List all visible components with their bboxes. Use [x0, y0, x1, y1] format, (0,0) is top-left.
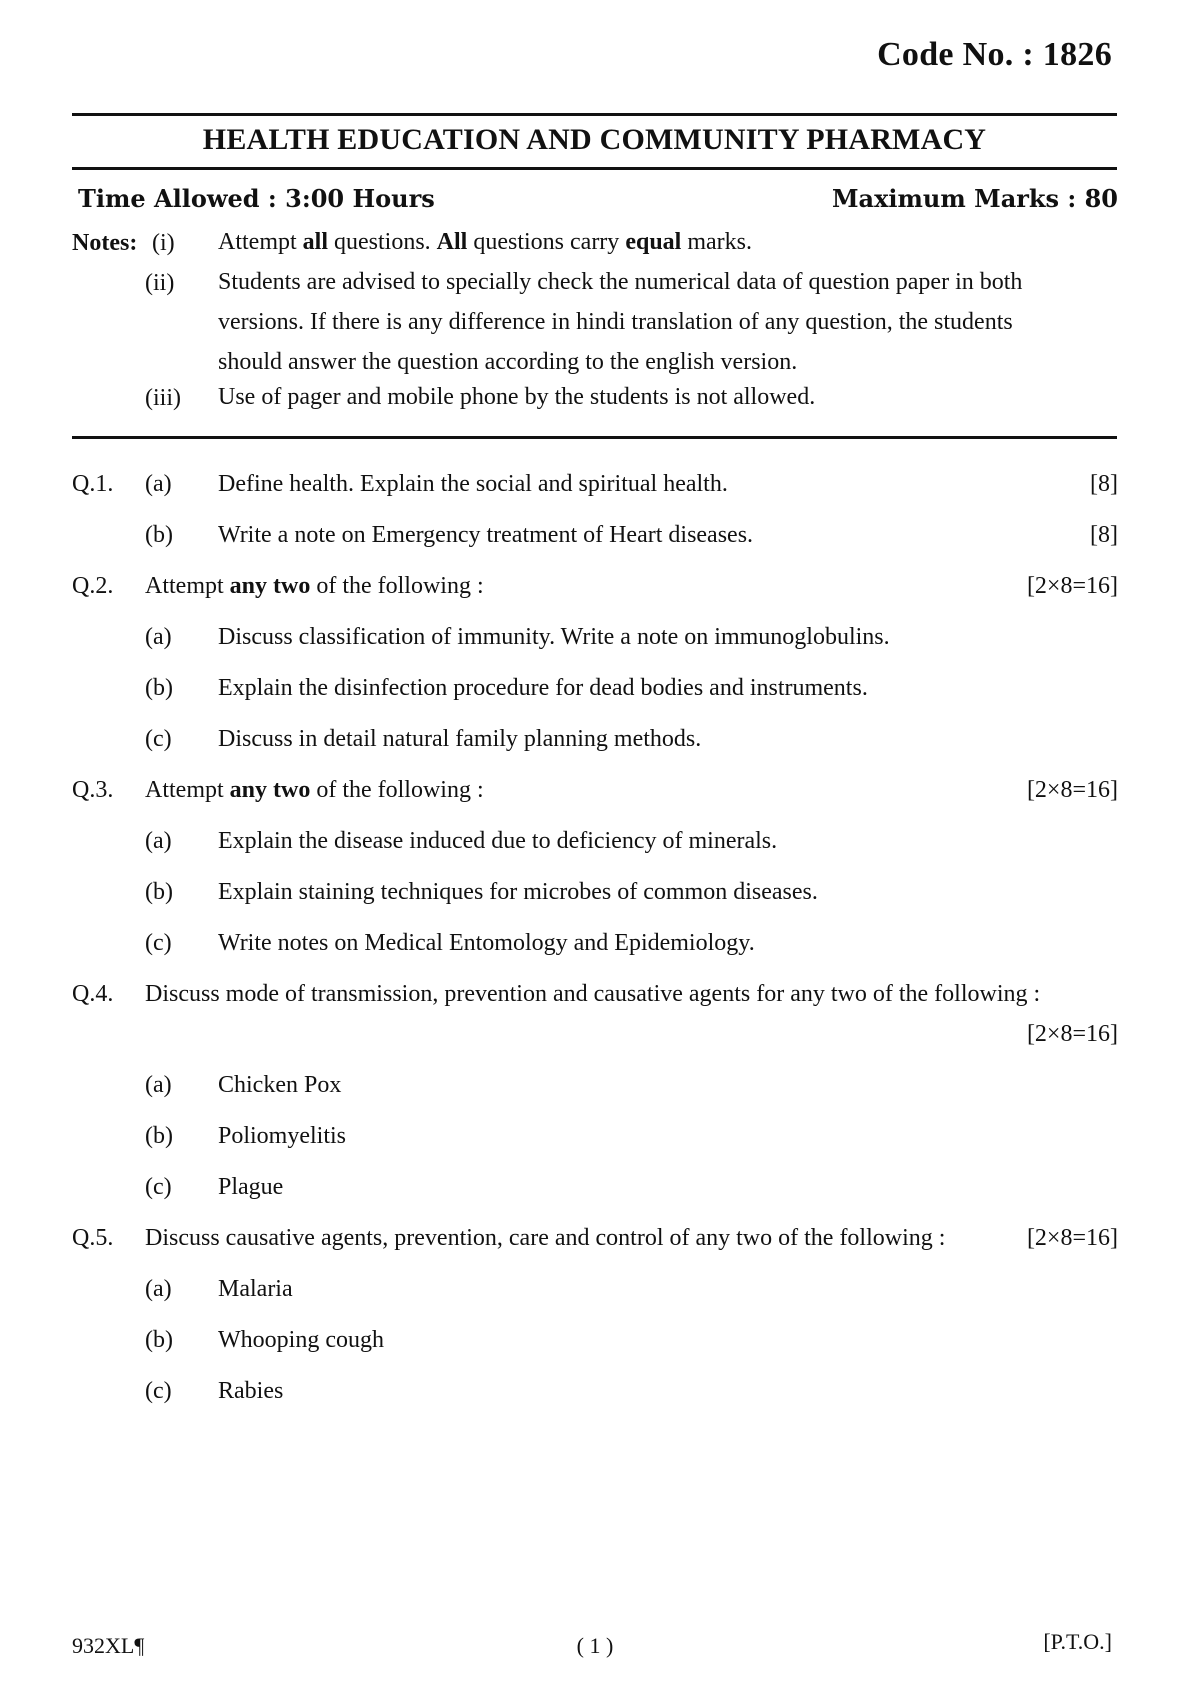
note-text: Use of pager and mobile phone by the students is not allowed.	[218, 384, 816, 410]
sub-text: Chicken Pox	[218, 1072, 342, 1098]
sub-text: Explain the disease induced due to deficiency of minerals.	[218, 828, 778, 854]
note-number: (iii)	[145, 385, 181, 411]
sub-text: Discuss in detail natural family planning methods.	[218, 726, 702, 752]
sub-label: (a)	[145, 471, 172, 497]
note-line: should answer the question according to the english version.	[218, 349, 798, 375]
note-number: (ii)	[145, 270, 175, 296]
sub-text: Write notes on Medical Entomology and Epidemiology.	[218, 930, 755, 956]
note-emphasis: equal	[625, 229, 682, 255]
notes-label: Notes:	[72, 230, 138, 256]
time-allowed: Time Allowed : 3:00 Hours	[78, 184, 435, 213]
sub-text: Poliomyelitis	[218, 1123, 347, 1149]
sub-label: (a)	[145, 1276, 172, 1302]
question-number: Q.1.	[72, 471, 114, 497]
sub-text: Malaria	[218, 1276, 293, 1302]
question-number: Q.5.	[72, 1225, 114, 1251]
sub-label: (c)	[145, 1174, 172, 1200]
title-rule	[72, 167, 1117, 170]
question-intro: Discuss causative agents, prevention, care and control of any two of the following :	[145, 1225, 946, 1251]
sub-label: (c)	[145, 930, 172, 956]
question-number: Q.2.	[72, 573, 114, 599]
footer-code: 932XL¶	[72, 1633, 145, 1658]
note-number: (i)	[152, 230, 175, 256]
sub-text: Define health. Explain the social and spiritual health.	[218, 471, 728, 497]
sub-label: (a)	[145, 828, 172, 854]
note-emphasis: All	[436, 229, 468, 255]
sub-text: Plague	[218, 1174, 284, 1200]
note-fragment: Attempt	[218, 229, 303, 255]
marks: [2×8=16]	[1026, 1225, 1118, 1251]
marks: [2×8=16]	[1026, 1021, 1118, 1047]
sub-text: Explain the disinfection procedure for dead bodies and instruments.	[218, 675, 868, 701]
sub-text: Rabies	[218, 1378, 284, 1404]
marks: [2×8=16]	[1026, 777, 1118, 803]
question-intro: Discuss mode of transmission, prevention and causative agents for any two of the following :	[145, 981, 1041, 1007]
top-rule	[72, 113, 1117, 116]
sub-label: (c)	[145, 726, 172, 752]
question-number: Q.4.	[72, 981, 114, 1007]
sub-text: Whooping cough	[218, 1327, 384, 1353]
marks: [2×8=16]	[1026, 573, 1118, 599]
question-intro: Attempt any two of the following :	[145, 777, 484, 803]
sub-text: Write a note on Emergency treatment of Heart diseases.	[218, 522, 754, 548]
notes-rule	[72, 436, 1117, 439]
sub-label: (b)	[145, 1327, 173, 1353]
paper-title: HEALTH EDUCATION AND COMMUNITY PHARMACY	[202, 123, 987, 156]
marks: [8]	[1090, 471, 1118, 497]
note-text	[218, 222, 752, 262]
pto-marker: [P.T.O.]	[1043, 1629, 1112, 1654]
sub-label: (b)	[145, 522, 173, 548]
note-line: versions. If there is any difference in hindi translation of any question, the students	[218, 309, 1013, 335]
code-number: Code No. : 1826	[877, 36, 1112, 73]
sub-label: (b)	[145, 1123, 173, 1149]
maximum-marks: Maximum Marks : 80	[831, 184, 1118, 213]
question-intro: Attempt any two of the following :	[145, 573, 484, 599]
sub-label: (a)	[145, 1072, 172, 1098]
sub-label: (b)	[145, 675, 173, 701]
note-fragment: questions carry	[467, 229, 626, 255]
sub-label: (b)	[145, 879, 173, 905]
sub-label: (a)	[145, 624, 172, 650]
note-fragment: questions.	[328, 229, 437, 255]
note-line: Students are advised to specially check the numerical data of question paper in both	[218, 269, 1023, 295]
sub-text: Discuss classification of immunity. Write a note on immunoglobulins.	[218, 624, 890, 650]
question-number: Q.3.	[72, 777, 114, 803]
marks: [8]	[1090, 522, 1118, 548]
note-fragment: marks.	[681, 229, 752, 255]
sub-text: Explain staining techniques for microbes of common diseases.	[218, 879, 818, 905]
sub-label: (c)	[145, 1378, 172, 1404]
page-number: ( 1 )	[576, 1633, 614, 1658]
note-emphasis: all	[302, 229, 328, 255]
